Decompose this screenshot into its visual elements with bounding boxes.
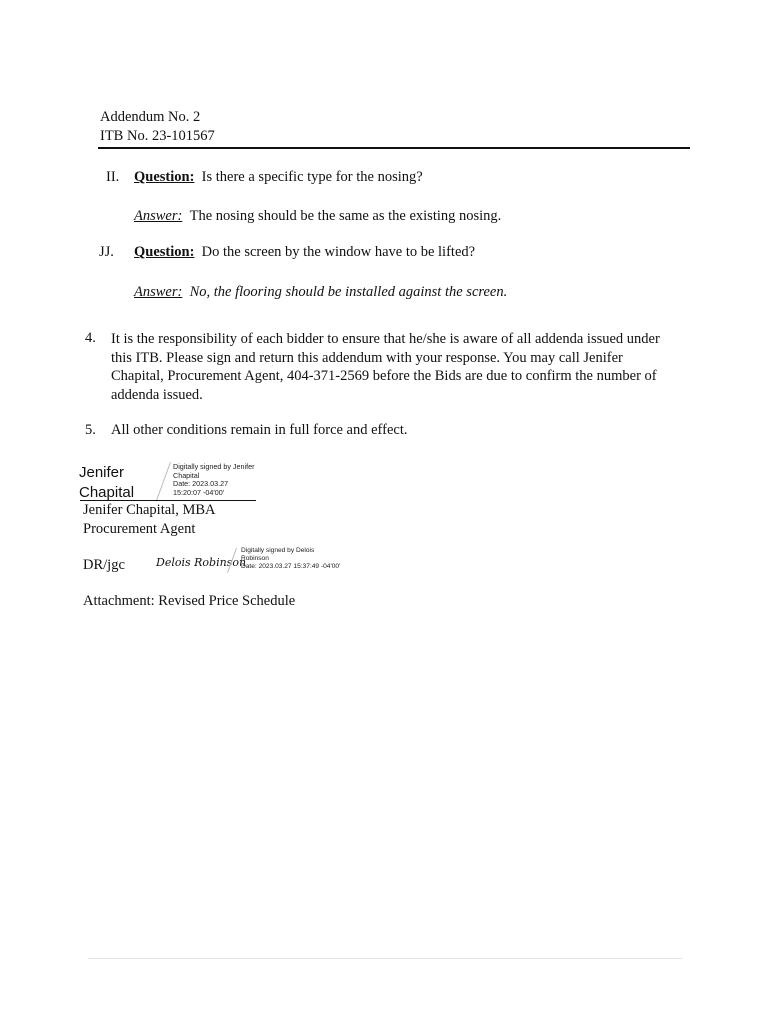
signature-divider-icon bbox=[156, 462, 171, 502]
item-number: 4. bbox=[85, 330, 96, 346]
page-footer-rule bbox=[88, 958, 682, 959]
signer-name: Jenifer Chapital, MBA bbox=[83, 502, 216, 518]
question-label: Question: bbox=[134, 169, 195, 185]
qa-item-number: II. bbox=[106, 169, 120, 185]
attachment-note: Attachment: Revised Price Schedule bbox=[83, 593, 296, 609]
question-text: Do the screen by the window have to be lifted? bbox=[201, 244, 476, 260]
item-text: All other conditions remain in full force and effect. bbox=[111, 422, 408, 438]
signature-line bbox=[80, 500, 256, 501]
answer-label: Answer: bbox=[134, 284, 183, 300]
addendum-number: Addendum No. 2 bbox=[100, 109, 201, 125]
signature-meta: Digitally signed by Jenifer Chapital Date: 2023.03.27 15:20:07 -04'00' bbox=[173, 462, 255, 497]
signature-name-line2: Chapital bbox=[79, 484, 135, 501]
qa-question bbox=[134, 244, 475, 261]
itb-number: ITB No. 23-101567 bbox=[100, 128, 215, 144]
answer-text: The nosing should be the same as the existing nosing. bbox=[189, 208, 502, 224]
question-label: Question: bbox=[134, 244, 195, 260]
answer-text: No, the flooring should be installed against the screen. bbox=[189, 284, 508, 300]
qa-question bbox=[134, 169, 423, 186]
signature-name-line1: Jenifer bbox=[79, 464, 125, 481]
handwritten-signature: Delois Robinson bbox=[156, 556, 247, 569]
answer-label: Answer: bbox=[134, 208, 183, 224]
qa-answer bbox=[134, 284, 507, 301]
header-rule bbox=[98, 147, 690, 149]
signature-meta: Digitally signed by Delois Robinson Date: 2023.03.27 15:37:49 -04'00' bbox=[241, 547, 341, 571]
initials: DR/jgc bbox=[83, 557, 125, 573]
qa-item-number: JJ. bbox=[99, 244, 114, 260]
signer-title: Procurement Agent bbox=[83, 521, 196, 537]
question-text: Is there a specific type for the nosing? bbox=[201, 169, 423, 185]
item-number: 5. bbox=[85, 422, 96, 438]
item-text: It is the responsibility of each bidder to ensure that he/she is aware of all addenda issued under this ITB. Please sign and return this addendum with your response. You may call Jenifer Chapital, Procurement Agent, 404-371-2569 before the Bids are due to confirm the number of addenda issued. bbox=[111, 331, 660, 403]
qa-answer bbox=[134, 208, 501, 225]
